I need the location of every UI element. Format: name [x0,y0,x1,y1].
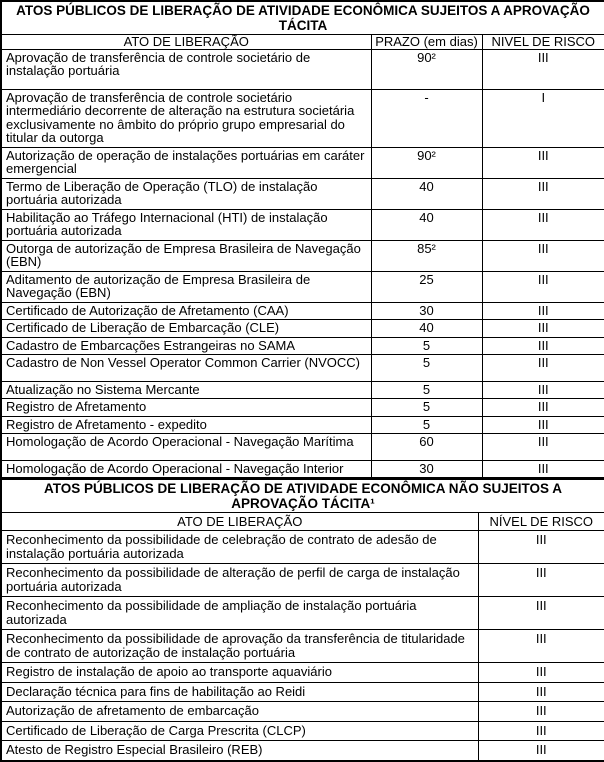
cell-risco: III [478,630,604,663]
table-row [1,682,604,702]
table-row [1,531,604,564]
cell-risco: III [482,302,604,320]
table-row [1,337,604,355]
section-title-row [1,1,604,35]
cell-risco: III [482,209,604,240]
cell-risco: III [482,320,604,338]
cell-risco: III [482,337,604,355]
table-row [1,178,604,209]
column-header-row [1,513,604,531]
table-tacit-approval-head [1,1,604,49]
cell-risco: III [478,564,604,597]
cell-ato: Atesto de Registro Especial Brasileiro (REB) [1,741,478,761]
cell-prazo: 5 [371,337,482,355]
table-row [1,49,604,89]
cell-prazo: - [371,89,482,147]
cell-ato: Homologação de Acordo Operacional - Navegação Marítima [1,434,371,461]
cell-ato: Autorização de afretamento de embarcação [1,702,478,722]
cell-prazo: 40 [371,320,482,338]
cell-risco: III [478,721,604,741]
cell-ato: Cadastro de Non Vessel Operator Common Carrier (NVOCC) [1,355,371,382]
cell-risco: III [478,663,604,683]
cell-risco: III [478,597,604,630]
cell-ato: Registro de instalação de apoio ao transporte aquaviário [1,663,478,683]
cell-prazo: 30 [371,302,482,320]
cell-risco: III [482,460,604,478]
cell-ato: Cadastro de Embarcações Estrangeiras no SAMA [1,337,371,355]
cell-ato: Aprovação de transferência de controle societário intermediário decorrente de alteração na estrutura societária exclusivamente no âmbito do próprio grupo empresarial do titular da outorga [1,89,371,147]
section-title-tacit: ATOS PÚBLICOS DE LIBERAÇÃO DE ATIVIDADE ECONÔMICA SUJEITOS A APROVAÇÃO TÁCITA [1,1,604,35]
table-row [1,147,604,178]
cell-ato: Reconhecimento da possibilidade de aprovação da transferência de titularidade de contrato de autorização de instalação portuária [1,630,478,663]
table-row [1,355,604,382]
cell-risco: I [482,89,604,147]
table-row [1,434,604,461]
cell-ato: Homologação de Acordo Operacional - Navegação Interior [1,460,371,478]
cell-risco: III [482,49,604,89]
cell-prazo: 5 [371,399,482,417]
cell-ato: Reconhecimento da possibilidade de celebração de contrato de adesão de instalação portuária autorizada [1,531,478,564]
cell-risco: III [482,147,604,178]
column-header-row [1,35,604,50]
cell-risco: III [482,399,604,417]
table-row [1,597,604,630]
table-row [1,399,604,417]
cell-ato: Atualização no Sistema Mercante [1,381,371,399]
table-row [1,271,604,302]
cell-ato: Reconhecimento da possibilidade de alteração de perfil de carga de instalação portuária autorizada [1,564,478,597]
table-row [1,460,604,478]
cell-prazo: 60 [371,434,482,461]
cell-ato: Reconhecimento da possibilidade de ampliação de instalação portuária autorizada [1,597,478,630]
table-non-tacit-approval-head [1,479,604,531]
cell-risco: III [482,178,604,209]
cell-ato: Certificado de Autorização de Afretamento (CAA) [1,302,371,320]
cell-prazo: 85² [371,240,482,271]
cell-risco: III [482,240,604,271]
cell-prazo: 40 [371,178,482,209]
column-header-ato: ATO DE LIBERAÇÃO [1,513,478,531]
cell-prazo: 90² [371,147,482,178]
table-non-tacit-approval [0,478,604,762]
cell-ato: Termo de Liberação de Operação (TLO) de instalação portuária autorizada [1,178,371,209]
cell-risco: III [482,381,604,399]
table-tacit-approval-body [1,49,604,478]
cell-risco: III [482,434,604,461]
cell-ato: Habilitação ao Tráfego Internacional (HTI) de instalação portuária autorizada [1,209,371,240]
cell-risco: III [482,416,604,434]
cell-prazo: 40 [371,209,482,240]
table-row [1,240,604,271]
cell-risco: III [478,702,604,722]
cell-ato: Aprovação de transferência de controle societário de instalação portuária [1,49,371,89]
cell-risco: III [478,531,604,564]
cell-prazo: 30 [371,460,482,478]
table-row [1,320,604,338]
cell-risco: III [482,355,604,382]
table-row [1,416,604,434]
table-row [1,702,604,722]
section-title-non-tacit: ATOS PÚBLICOS DE LIBERAÇÃO DE ATIVIDADE ECONÔMICA NÃO SUJEITOS A APROVAÇÃO TÁCITA¹ [1,479,604,513]
cell-ato: Autorização de operação de instalações portuárias em caráter emergencial [1,147,371,178]
cell-ato: Registro de Afretamento - expedito [1,416,371,434]
cell-prazo: 5 [371,381,482,399]
cell-risco: III [478,682,604,702]
table-row [1,381,604,399]
cell-ato: Certificado de Liberação de Embarcação (CLE) [1,320,371,338]
cell-prazo: 5 [371,355,482,382]
cell-prazo: 5 [371,416,482,434]
table-row [1,663,604,683]
cell-ato: Registro de Afretamento [1,399,371,417]
cell-risco: III [478,741,604,761]
table-non-tacit-approval-body [1,531,604,761]
table-row [1,89,604,147]
cell-ato: Outorga de autorização de Empresa Brasileira de Navegação (EBN) [1,240,371,271]
table-row [1,564,604,597]
section-title-row [1,479,604,513]
column-header-prazo: PRAZO (em dias) [371,35,482,50]
cell-ato: Declaração técnica para fins de habilitação ao Reidi [1,682,478,702]
table-row [1,741,604,761]
table-row [1,630,604,663]
table-row [1,721,604,741]
table-row [1,209,604,240]
cell-prazo: 90² [371,49,482,89]
column-header-ato: ATO DE LIBERAÇÃO [1,35,371,50]
column-header-risco: NÍVEL DE RISCO [478,513,604,531]
cell-risco: III [482,271,604,302]
cell-ato: Certificado de Liberação de Carga Prescrita (CLCP) [1,721,478,741]
column-header-risco: NIVEL DE RISCO [482,35,604,50]
cell-prazo: 25 [371,271,482,302]
cell-ato: Aditamento de autorização de Empresa Brasileira de Navegação (EBN) [1,271,371,302]
table-row [1,302,604,320]
